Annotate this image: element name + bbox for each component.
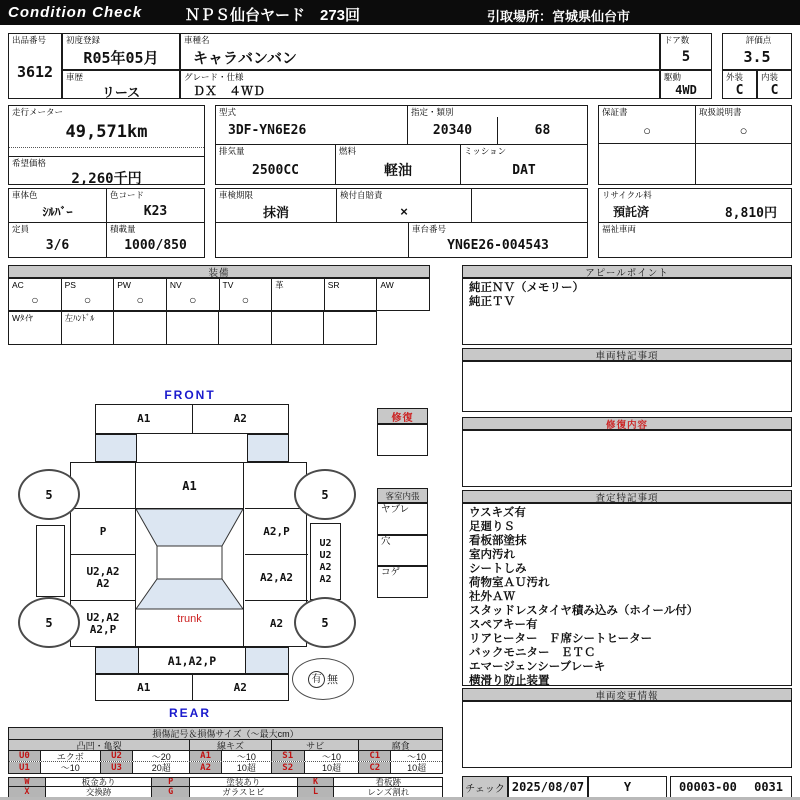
left-center-panel (71, 555, 135, 601)
model-name-cell (180, 33, 660, 70)
left-front-fender (71, 463, 135, 509)
right-front-door: A2,P (245, 509, 308, 555)
right-sill-line: U2 (319, 537, 332, 549)
payload-cell (107, 223, 204, 257)
body-color-cell (9, 189, 107, 222)
assessment-line: 足廻りＳ (469, 521, 515, 533)
price-label: 希望価格 (12, 158, 47, 168)
interior-trim-tear-cell (377, 503, 428, 535)
legend-desc: 10超 (305, 762, 360, 773)
equipment-extra-cell (272, 312, 325, 344)
equipment-pw-label: PW (117, 280, 131, 290)
appeal-title: アピールポイント (462, 265, 792, 278)
equipment-ac-label: AC (12, 280, 24, 290)
legend-desc: ガラスヒビ (190, 787, 298, 797)
equipment-nv (167, 279, 220, 310)
class-value-1: 20340 (432, 123, 473, 138)
rear-panel (95, 647, 289, 674)
equipment-pw-mark: ○ (136, 293, 144, 307)
doors-value: 5 (681, 49, 691, 65)
right-center-panel: A2,A2 (245, 555, 308, 601)
legend-code: A2 (190, 762, 222, 773)
history-value: リース (101, 85, 141, 100)
color-capacity-box (8, 188, 205, 258)
grade-value: ＤＸ ４ＷＤ (193, 84, 266, 98)
right-sill-line: U2 (319, 549, 332, 561)
rear-panel-value: A1,A2,P (167, 653, 217, 668)
grade-label: グレード・仕様 (184, 72, 244, 82)
damage-legend-title: 損傷記号＆損傷サイズ（～最大cm） (9, 728, 442, 740)
recycle-cell (599, 189, 791, 223)
front-bumper-left: A1 (137, 412, 151, 425)
presence-yes-circled: 有 (308, 671, 325, 688)
interior-trim-hole-cell (377, 535, 428, 566)
legend-code: W (9, 778, 46, 786)
assessment-line: スタッドレスタイヤ積み込み（ホイール付） (469, 605, 699, 617)
exterior-grade-value: C (735, 82, 744, 98)
color-code-cell (107, 189, 204, 222)
presence-indicator (292, 658, 354, 700)
legend-desc: 10超 (222, 762, 272, 773)
repair-notes-body (462, 430, 792, 487)
legend-group-corrosion: 腐食 (359, 740, 442, 750)
front-bumper-right: A2 (192, 405, 289, 433)
price-cell (9, 157, 204, 185)
rear-bumper-left: A1 (137, 680, 151, 694)
equipment-ac-mark: ○ (31, 293, 39, 307)
legend-code: U1 (9, 762, 41, 773)
tire-rear-left: 5 (18, 597, 80, 648)
equipment-extra-cell (114, 312, 167, 344)
first-registration-value: R05年05月 (83, 48, 159, 67)
interior-grade-value: C (770, 82, 779, 98)
interior-trim-hole-label: 穴 (381, 536, 391, 547)
assessment-line: ウスキズ有 (469, 507, 526, 519)
assessment-line: 横滑り防止装置 (469, 675, 550, 687)
appeal-line: 純正ＴＶ (469, 296, 515, 308)
sheet-code: 00003-00 (679, 780, 737, 794)
payload-label: 積載量 (110, 224, 136, 234)
price-value: 2,260千円 (71, 171, 142, 187)
payload-value: 1000/850 (124, 238, 187, 253)
assessment-title: 査定特記事項 (462, 490, 792, 503)
empty-cell (472, 189, 587, 222)
assessment-line: リアヒーター Ｆ席シートヒーター (469, 633, 653, 645)
vehicle-notes-title: 車両特記事項 (462, 348, 792, 361)
legend-desc: ～20 (133, 751, 190, 761)
tire-front-right: 5 (294, 469, 356, 520)
shaken-value: 抹消 (262, 204, 289, 220)
assessment-line: バックモニター ＥＴＣ (469, 647, 596, 659)
tire-rear-right: 5 (294, 597, 356, 648)
equipment-nv-mark: ○ (189, 293, 197, 307)
legend-code: U2 (101, 751, 134, 761)
legend-desc: ～10 (407, 751, 427, 761)
mission-value: DAT (512, 162, 536, 178)
right-sill-line: A2 (319, 561, 332, 573)
equipment-ps-mark: ○ (83, 293, 92, 307)
assessment-line: エマージェンシーブレーキ (469, 661, 606, 673)
presence-no: 無 (327, 674, 338, 686)
equipment-wtire (9, 312, 62, 344)
interior-trim-burn-label: コゲ (381, 567, 401, 578)
legend-code: U0 (9, 751, 41, 761)
legend-code: G (152, 787, 190, 797)
interior-trim-tear-label: ヤブレ (381, 504, 410, 515)
left-center-line-1: U2,A2 (86, 564, 120, 578)
assessment-line: シートしみ (469, 563, 527, 575)
appeal-body (462, 278, 792, 345)
equipment-leather-label: 革 (275, 280, 284, 290)
body-color-label: 車体色 (12, 190, 38, 200)
vehicle-notes-body (462, 361, 792, 412)
displacement-label: 排気量 (219, 146, 245, 156)
recycle-welfare-box (598, 188, 792, 258)
damage-legend-table-2 (8, 777, 443, 798)
body-color-value: ｼﾙﾊﾞｰ (42, 204, 73, 219)
roof-glass-graphic (136, 509, 243, 610)
equipment-lhd (62, 312, 115, 344)
legend-desc: ～10 (222, 751, 272, 761)
pickup-location: 引取場所：宮城県仙台市 (487, 9, 631, 24)
odometer-label: 走行メーター (12, 107, 64, 117)
damage-legend-table (8, 727, 443, 774)
displacement-value: 2500CC (252, 162, 299, 178)
capacity-label: 定員 (12, 224, 30, 234)
legend-group-rust: サビ (272, 740, 360, 750)
odometer-price-box (8, 105, 205, 185)
repair-notes-title: 修復内容 (462, 417, 792, 430)
odometer-value: 49,571km (65, 122, 148, 142)
appeal-line: 純正ＮＶ（メモリー） (469, 282, 584, 294)
left-front-door: P (71, 509, 135, 555)
recycle-label: リサイクル料 (602, 190, 652, 200)
legend-desc: ～10 (305, 751, 360, 761)
rear-left-corner (96, 648, 139, 673)
right-sill-line: A2 (319, 573, 332, 585)
equipment-ps-label: PS (64, 280, 76, 290)
mission-cell (461, 145, 587, 184)
change-info-body (462, 701, 792, 768)
model-name-label: 車種名 (184, 35, 210, 45)
drive-label: 駆動 (664, 72, 682, 82)
lot-number-cell (8, 33, 62, 99)
manual-cell (696, 106, 791, 144)
type-value: 3DF-YN6E26 (228, 123, 307, 138)
equipment-title: 装備 (8, 265, 430, 278)
front-right-corner (247, 434, 289, 462)
mission-label: ミッション (464, 146, 507, 156)
exterior-grade-cell (722, 70, 757, 99)
class-label: 指定・類別 (411, 107, 454, 117)
inspection-chassis-box (215, 188, 588, 258)
legend-code: L (298, 787, 335, 797)
legend-code: C1 (359, 751, 391, 761)
left-center-line-2: A2 (96, 576, 110, 590)
equipment-tv (220, 279, 273, 310)
tire-front-left: 5 (18, 469, 80, 520)
welfare-label: 福祉車両 (602, 224, 637, 234)
change-info-title: 車両変更情報 (462, 688, 792, 701)
equipment-leather-mark (272, 290, 324, 310)
history-label: 車歴 (66, 72, 84, 82)
assessment-line: 荷物室ＡＵ汚れ (469, 577, 550, 589)
rear-bumper (95, 674, 289, 701)
equipment-pw (114, 279, 167, 310)
displacement-cell (216, 145, 336, 184)
auction-title: ＮＰＳ仙台ヤード 273回 (185, 7, 361, 24)
equipment-sr-label: SR (327, 280, 340, 290)
type-label: 型式 (219, 107, 237, 117)
left-rear-line-1: U2,A2 (86, 610, 120, 624)
interior-trim-burn-cell (377, 566, 428, 598)
jibaiseki-label: 検付自賠責 (340, 190, 383, 200)
assessment-line: 社外ＡＷ (469, 591, 515, 603)
equipment-aw-mark (377, 290, 429, 310)
assessment-line: 室内汚れ (469, 549, 515, 561)
brand-logo: Condition Check (8, 4, 143, 21)
doors-cell (660, 33, 712, 70)
legend-desc: レンズ割れ (367, 787, 410, 797)
legend-desc: 交換跡 (46, 787, 153, 797)
class-value-2: 68 (497, 117, 587, 144)
warranty-cell (599, 106, 695, 144)
jibaiseki-value: × (400, 203, 408, 219)
interior-grade-label: 内装 (761, 72, 779, 82)
rear-right-corner (245, 648, 288, 673)
fuel-label: 燃料 (339, 146, 357, 156)
equipment-row (8, 278, 430, 311)
empty-cell (599, 144, 695, 184)
trunk-label: trunk (177, 613, 202, 625)
legend-desc: 10超 (407, 763, 427, 773)
front-bumper (95, 404, 289, 434)
score-label: 評価点 (745, 35, 772, 45)
history-cell (62, 70, 180, 99)
lot-number-value: 3612 (16, 62, 54, 81)
color-code-value: K23 (143, 203, 168, 219)
equipment-nv-label: NV (169, 280, 182, 290)
warranty-value: ○ (643, 122, 651, 138)
manual-label: 取扱説明書 (699, 107, 742, 117)
rear-label: REAR (168, 706, 211, 720)
legend-desc: ～10 (41, 762, 101, 773)
drive-value: 4WD (675, 83, 697, 97)
fuel-cell (336, 145, 461, 184)
assessment-line: スペアキー有 (469, 619, 538, 631)
legend-group-dent: 凸凹・亀裂 (9, 740, 190, 750)
car-body (70, 462, 307, 647)
equipment-extra-cell (324, 312, 376, 344)
capacity-value: 3/6 (45, 238, 70, 253)
legend-group-scratch: 線キズ (190, 740, 272, 750)
equipment-sr-mark (325, 290, 377, 310)
odometer-cell (9, 106, 204, 148)
score-value: 3.5 (743, 48, 771, 66)
assessment-body (462, 503, 792, 686)
equipment-leather (272, 279, 325, 310)
manual-value: ○ (739, 122, 748, 138)
lot-number-label: 出品番号 (12, 35, 47, 45)
left-sill (36, 525, 65, 597)
doors-label: ドア数 (664, 35, 690, 45)
recycle-status: 預託済 (613, 204, 650, 219)
chassis-value: YN6E26-004543 (447, 238, 549, 253)
right-sill (310, 523, 341, 600)
equipment-row-2 (8, 311, 377, 345)
grade-cell (180, 70, 660, 99)
rear-bumper-right: A2 (192, 675, 289, 700)
equipment-sr (325, 279, 378, 310)
equipment-aw (377, 279, 429, 310)
first-registration-cell (62, 33, 180, 70)
equipment-tv-label: TV (222, 280, 234, 290)
drive-cell (660, 70, 712, 99)
jibaiseki-cell (337, 189, 472, 222)
equipment-ps (62, 279, 115, 310)
equipment-tv-mark: ○ (241, 293, 249, 307)
repair-flag-body (377, 424, 428, 456)
legend-desc: 塗装あり (190, 778, 298, 786)
front-left-corner (95, 434, 137, 462)
chassis-label: 車台番号 (412, 224, 447, 234)
interior-grade-cell (757, 70, 792, 99)
empty-cell (696, 144, 791, 184)
model-name-value: キャラバンバン (193, 49, 297, 67)
color-code-label: 色コード (110, 190, 145, 200)
legend-code: S1 (272, 751, 305, 761)
legend-code: X (9, 787, 46, 797)
title-bar (0, 0, 800, 25)
exterior-grade-label: 外装 (726, 72, 744, 82)
check-mark: Y (588, 776, 667, 798)
legend-code: U3 (101, 762, 134, 773)
shaken-label: 車検期限 (219, 190, 254, 200)
legend-desc: 板金あり (46, 778, 153, 786)
interior-trim-title: 客室内張 (377, 488, 428, 503)
equipment-wtire-label: Wﾀｲﾔ (12, 313, 33, 323)
empty-cell (216, 223, 409, 257)
recycle-fee: 8,810円 (724, 205, 777, 221)
legend-code: S2 (272, 762, 305, 773)
equipment-lhd-label: 左ﾊﾝﾄﾞﾙ (64, 313, 95, 323)
legend-desc: 看板跡 (375, 778, 401, 786)
score-cell (722, 33, 792, 70)
check-date: 2025/08/07 (508, 776, 588, 798)
warranty-label: 保証書 (602, 107, 628, 117)
right-rear-panel: A2 (269, 616, 284, 630)
capacity-cell (9, 223, 107, 257)
legend-desc: 20超 (133, 762, 190, 773)
check-label: チェック (462, 776, 508, 798)
left-rear-line-2: A2,P (89, 622, 117, 636)
hood: A1 (136, 463, 243, 509)
legend-code: C2 (359, 762, 391, 773)
spacer (9, 148, 204, 157)
equipment-aw-label: AW (380, 280, 394, 290)
chassis-cell (409, 223, 587, 257)
legend-code: A1 (190, 751, 222, 761)
shaken-cell (216, 189, 337, 222)
legend-code: K (298, 778, 335, 786)
sheet-code-box (670, 776, 792, 798)
type-cell (216, 106, 408, 144)
first-registration-label: 初度登録 (66, 35, 101, 45)
equipment-ac (9, 279, 62, 310)
sheet-number: 0031 (754, 780, 783, 794)
legend-code: P (152, 778, 190, 786)
repair-flag-title: 修復 (377, 408, 428, 424)
equipment-extra-cell (219, 312, 272, 344)
class-cell (408, 106, 587, 144)
fuel-value: 軽油 (384, 162, 412, 178)
documents-box (598, 105, 792, 185)
type-spec-box (215, 105, 588, 185)
equipment-extra-cell (167, 312, 220, 344)
welfare-cell (599, 223, 791, 257)
assessment-line: 看板部塗抹 (469, 535, 527, 547)
left-rear-panel (71, 601, 135, 646)
legend-desc: エクボ (41, 751, 101, 761)
front-label: FRONT (164, 388, 216, 402)
